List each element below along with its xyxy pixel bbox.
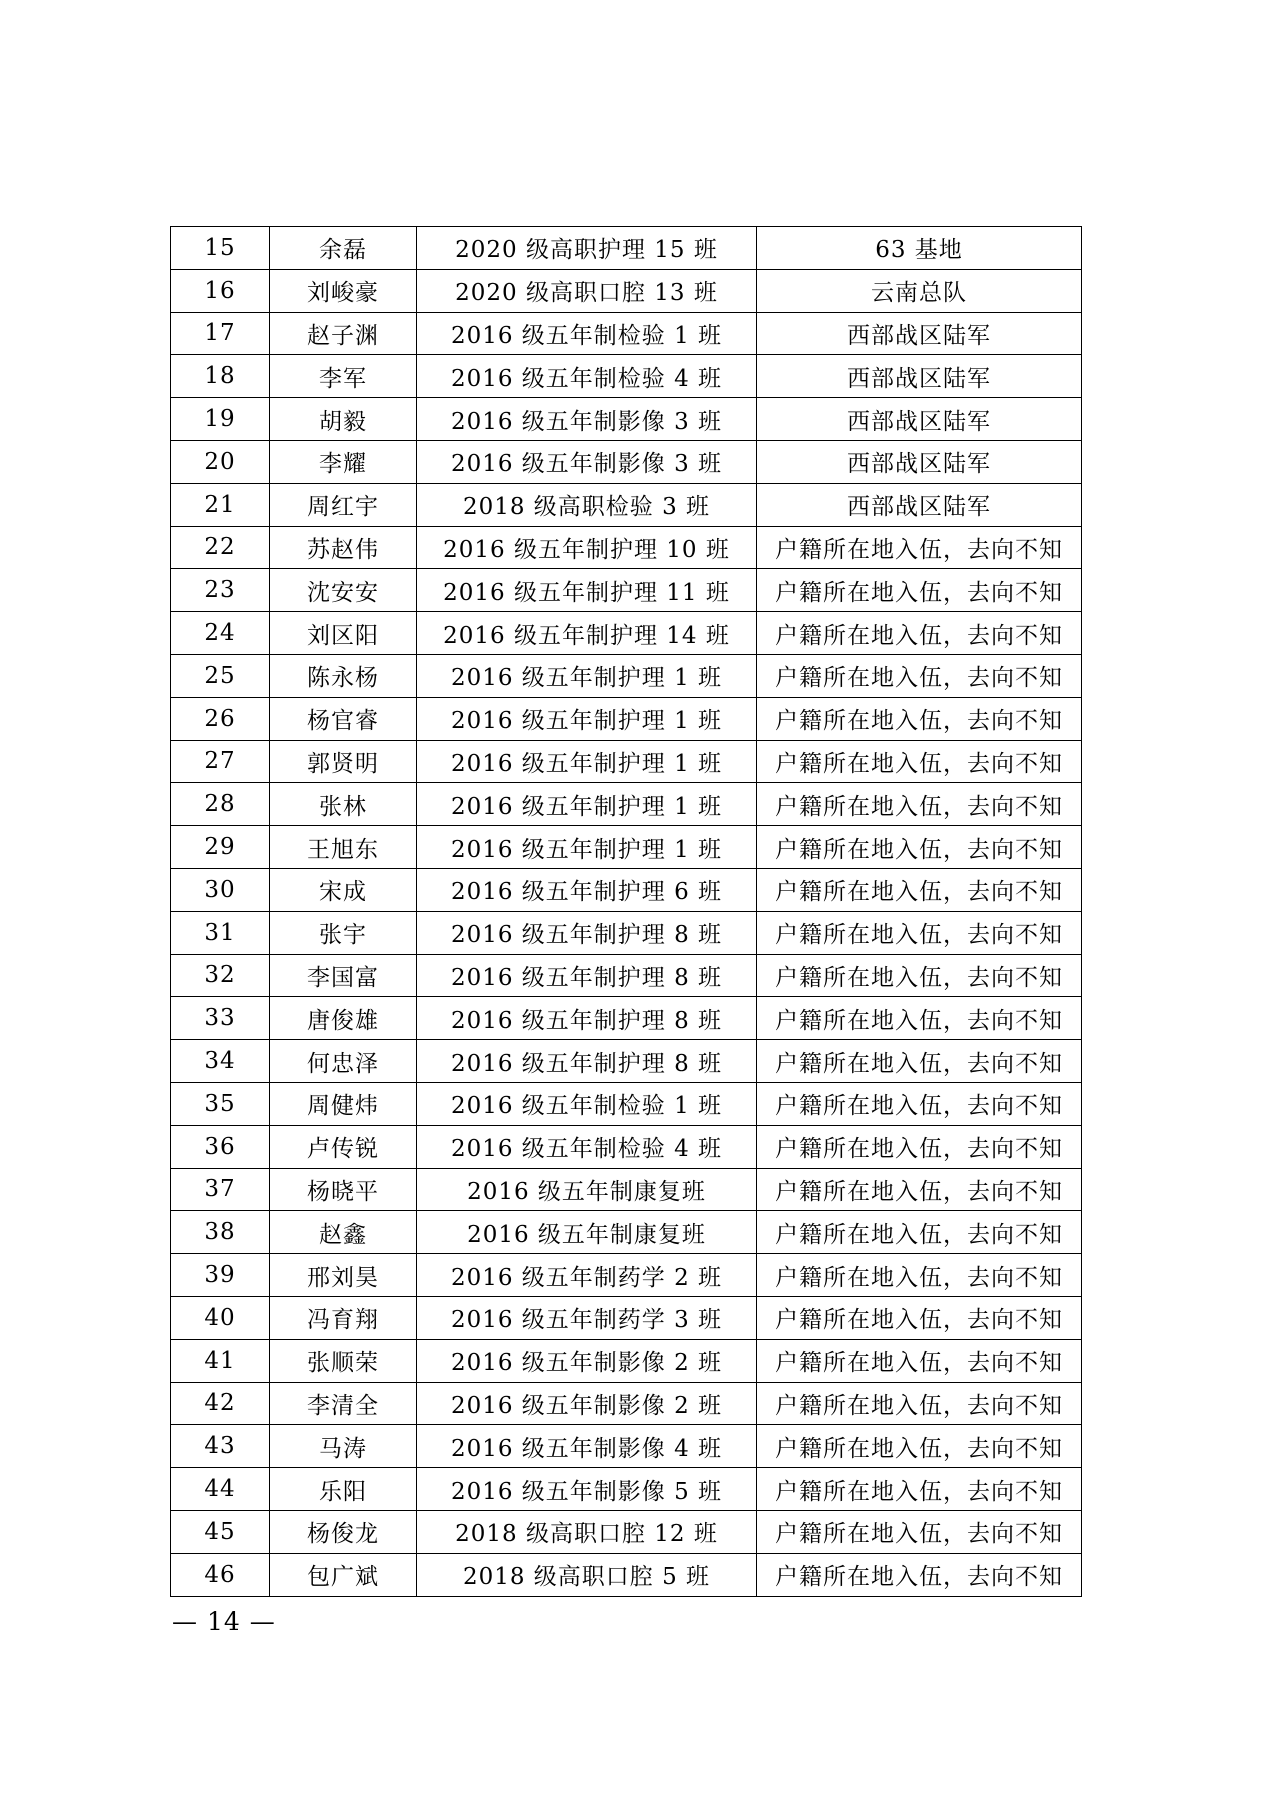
row-number-cell: 40 <box>171 1296 270 1339</box>
table-row <box>171 954 1082 997</box>
class-cell: 2018 级高职检验 3 班 <box>417 483 757 526</box>
destination-cell: 西部战区陆军 <box>757 312 1082 355</box>
table-row <box>171 227 1082 270</box>
student-name-cell: 李清全 <box>270 1382 417 1425</box>
student-name-cell: 李军 <box>270 355 417 398</box>
student-name-cell: 杨晓平 <box>270 1168 417 1211</box>
student-name-cell: 邢刘昊 <box>270 1254 417 1297</box>
row-number-cell: 44 <box>171 1468 270 1511</box>
table-row <box>171 1339 1082 1382</box>
row-number-cell: 26 <box>171 697 270 740</box>
student-name-cell: 马涛 <box>270 1425 417 1468</box>
row-number-cell: 45 <box>171 1510 270 1553</box>
student-name-cell: 张顺荣 <box>270 1339 417 1382</box>
student-name-cell: 郭贤明 <box>270 740 417 783</box>
class-cell: 2018 级高职口腔 5 班 <box>417 1553 757 1596</box>
class-cell: 2016 级五年制护理 14 班 <box>417 612 757 655</box>
class-cell: 2016 级五年制护理 1 班 <box>417 697 757 740</box>
destination-cell: 户籍所在地入伍，去向不知 <box>757 1382 1082 1425</box>
row-number-cell: 19 <box>171 398 270 441</box>
class-cell: 2016 级五年制护理 10 班 <box>417 526 757 569</box>
destination-cell: 户籍所在地入伍，去向不知 <box>757 997 1082 1040</box>
student-name-cell: 王旭东 <box>270 826 417 869</box>
row-number-cell: 23 <box>171 569 270 612</box>
student-name-cell: 苏赵伟 <box>270 526 417 569</box>
row-number-cell: 37 <box>171 1168 270 1211</box>
table-row <box>171 654 1082 697</box>
table-row <box>171 440 1082 483</box>
destination-cell: 西部战区陆军 <box>757 483 1082 526</box>
student-name-cell: 陈永杨 <box>270 654 417 697</box>
table-row <box>171 1254 1082 1297</box>
table-row <box>171 1125 1082 1168</box>
destination-cell: 户籍所在地入伍，去向不知 <box>757 1211 1082 1254</box>
student-name-cell: 卢传锐 <box>270 1125 417 1168</box>
destination-cell: 户籍所在地入伍，去向不知 <box>757 783 1082 826</box>
table-row <box>171 526 1082 569</box>
row-number-cell: 25 <box>171 654 270 697</box>
class-cell: 2016 级五年制护理 8 班 <box>417 997 757 1040</box>
row-number-cell: 29 <box>171 826 270 869</box>
class-cell: 2016 级五年制影像 2 班 <box>417 1382 757 1425</box>
class-cell: 2016 级五年制护理 6 班 <box>417 868 757 911</box>
table-row <box>171 826 1082 869</box>
class-cell: 2016 级五年制影像 4 班 <box>417 1425 757 1468</box>
destination-cell: 户籍所在地入伍，去向不知 <box>757 1168 1082 1211</box>
row-number-cell: 34 <box>171 1040 270 1083</box>
class-cell: 2016 级五年制康复班 <box>417 1168 757 1211</box>
table-row <box>171 740 1082 783</box>
class-cell: 2016 级五年制护理 1 班 <box>417 783 757 826</box>
student-name-cell: 宋成 <box>270 868 417 911</box>
table-row <box>171 1040 1082 1083</box>
class-cell: 2016 级五年制检验 1 班 <box>417 1082 757 1125</box>
row-number-cell: 24 <box>171 612 270 655</box>
destination-cell: 西部战区陆军 <box>757 440 1082 483</box>
class-cell: 2016 级五年制影像 2 班 <box>417 1339 757 1382</box>
row-number-cell: 31 <box>171 911 270 954</box>
table-row <box>171 1296 1082 1339</box>
class-cell: 2016 级五年制护理 1 班 <box>417 740 757 783</box>
enlistment-roster-table <box>170 226 1082 1597</box>
student-name-cell: 张宇 <box>270 911 417 954</box>
student-name-cell: 赵鑫 <box>270 1211 417 1254</box>
class-cell: 2016 级五年制检验 4 班 <box>417 355 757 398</box>
table-row <box>171 612 1082 655</box>
destination-cell: 户籍所在地入伍，去向不知 <box>757 954 1082 997</box>
class-cell: 2016 级五年制护理 8 班 <box>417 954 757 997</box>
class-cell: 2016 级五年制影像 3 班 <box>417 398 757 441</box>
student-name-cell: 胡毅 <box>270 398 417 441</box>
row-number-cell: 18 <box>171 355 270 398</box>
class-cell: 2016 级五年制护理 8 班 <box>417 911 757 954</box>
page-number: — 14 — <box>172 1607 276 1636</box>
table-row <box>171 483 1082 526</box>
row-number-cell: 22 <box>171 526 270 569</box>
table-row <box>171 997 1082 1040</box>
roster-table-body <box>171 227 1082 1597</box>
destination-cell: 户籍所在地入伍，去向不知 <box>757 1468 1082 1511</box>
row-number-cell: 16 <box>171 269 270 312</box>
student-name-cell: 周健炜 <box>270 1082 417 1125</box>
student-name-cell: 何忠泽 <box>270 1040 417 1083</box>
class-cell: 2016 级五年制检验 4 班 <box>417 1125 757 1168</box>
destination-cell: 西部战区陆军 <box>757 398 1082 441</box>
row-number-cell: 46 <box>171 1553 270 1596</box>
row-number-cell: 42 <box>171 1382 270 1425</box>
row-number-cell: 15 <box>171 227 270 270</box>
student-name-cell: 周红宇 <box>270 483 417 526</box>
row-number-cell: 30 <box>171 868 270 911</box>
student-name-cell: 沈安安 <box>270 569 417 612</box>
student-name-cell: 包广斌 <box>270 1553 417 1596</box>
destination-cell: 西部战区陆军 <box>757 355 1082 398</box>
destination-cell: 户籍所在地入伍，去向不知 <box>757 1425 1082 1468</box>
table-row <box>171 911 1082 954</box>
student-name-cell: 赵子渊 <box>270 312 417 355</box>
destination-cell: 户籍所在地入伍，去向不知 <box>757 1339 1082 1382</box>
row-number-cell: 21 <box>171 483 270 526</box>
row-number-cell: 35 <box>171 1082 270 1125</box>
destination-cell: 户籍所在地入伍，去向不知 <box>757 868 1082 911</box>
destination-cell: 户籍所在地入伍，去向不知 <box>757 569 1082 612</box>
destination-cell: 云南总队 <box>757 269 1082 312</box>
row-number-cell: 41 <box>171 1339 270 1382</box>
class-cell: 2016 级五年制检验 1 班 <box>417 312 757 355</box>
destination-cell: 户籍所在地入伍，去向不知 <box>757 1082 1082 1125</box>
table-row <box>171 1468 1082 1511</box>
student-name-cell: 张林 <box>270 783 417 826</box>
destination-cell: 63 基地 <box>757 227 1082 270</box>
destination-cell: 户籍所在地入伍，去向不知 <box>757 1040 1082 1083</box>
table-row <box>171 1510 1082 1553</box>
student-name-cell: 乐阳 <box>270 1468 417 1511</box>
destination-cell: 户籍所在地入伍，去向不知 <box>757 911 1082 954</box>
destination-cell: 户籍所在地入伍，去向不知 <box>757 526 1082 569</box>
class-cell: 2016 级五年制药学 3 班 <box>417 1296 757 1339</box>
class-cell: 2016 级五年制护理 1 班 <box>417 654 757 697</box>
table-row <box>171 783 1082 826</box>
destination-cell: 户籍所在地入伍，去向不知 <box>757 612 1082 655</box>
row-number-cell: 20 <box>171 440 270 483</box>
destination-cell: 户籍所在地入伍，去向不知 <box>757 740 1082 783</box>
table-row <box>171 1211 1082 1254</box>
table-row <box>171 569 1082 612</box>
row-number-cell: 28 <box>171 783 270 826</box>
student-name-cell: 冯育翔 <box>270 1296 417 1339</box>
student-name-cell: 杨官睿 <box>270 697 417 740</box>
student-name-cell: 李耀 <box>270 440 417 483</box>
class-cell: 2016 级五年制药学 2 班 <box>417 1254 757 1297</box>
row-number-cell: 32 <box>171 954 270 997</box>
destination-cell: 户籍所在地入伍，去向不知 <box>757 1296 1082 1339</box>
row-number-cell: 27 <box>171 740 270 783</box>
student-name-cell: 唐俊雄 <box>270 997 417 1040</box>
table-row <box>171 398 1082 441</box>
student-name-cell: 李国富 <box>270 954 417 997</box>
class-cell: 2018 级高职口腔 12 班 <box>417 1510 757 1553</box>
table-row <box>171 1425 1082 1468</box>
table-row <box>171 1553 1082 1596</box>
row-number-cell: 43 <box>171 1425 270 1468</box>
class-cell: 2016 级五年制康复班 <box>417 1211 757 1254</box>
row-number-cell: 38 <box>171 1211 270 1254</box>
class-cell: 2016 级五年制影像 5 班 <box>417 1468 757 1511</box>
student-name-cell: 刘区阳 <box>270 612 417 655</box>
class-cell: 2016 级五年制护理 1 班 <box>417 826 757 869</box>
class-cell: 2016 级五年制影像 3 班 <box>417 440 757 483</box>
table-row <box>171 1082 1082 1125</box>
class-cell: 2020 级高职护理 15 班 <box>417 227 757 270</box>
student-name-cell: 刘峻豪 <box>270 269 417 312</box>
table-row <box>171 312 1082 355</box>
class-cell: 2020 级高职口腔 13 班 <box>417 269 757 312</box>
destination-cell: 户籍所在地入伍，去向不知 <box>757 1125 1082 1168</box>
row-number-cell: 17 <box>171 312 270 355</box>
row-number-cell: 36 <box>171 1125 270 1168</box>
table-row <box>171 1168 1082 1211</box>
destination-cell: 户籍所在地入伍，去向不知 <box>757 654 1082 697</box>
table-row <box>171 355 1082 398</box>
destination-cell: 户籍所在地入伍，去向不知 <box>757 1254 1082 1297</box>
row-number-cell: 39 <box>171 1254 270 1297</box>
class-cell: 2016 级五年制护理 11 班 <box>417 569 757 612</box>
table-row <box>171 868 1082 911</box>
student-name-cell: 余磊 <box>270 227 417 270</box>
destination-cell: 户籍所在地入伍，去向不知 <box>757 826 1082 869</box>
destination-cell: 户籍所在地入伍，去向不知 <box>757 1510 1082 1553</box>
row-number-cell: 33 <box>171 997 270 1040</box>
class-cell: 2016 级五年制护理 8 班 <box>417 1040 757 1083</box>
destination-cell: 户籍所在地入伍，去向不知 <box>757 697 1082 740</box>
table-row <box>171 1382 1082 1425</box>
destination-cell: 户籍所在地入伍，去向不知 <box>757 1553 1082 1596</box>
table-row <box>171 269 1082 312</box>
table-row <box>171 697 1082 740</box>
student-name-cell: 杨俊龙 <box>270 1510 417 1553</box>
